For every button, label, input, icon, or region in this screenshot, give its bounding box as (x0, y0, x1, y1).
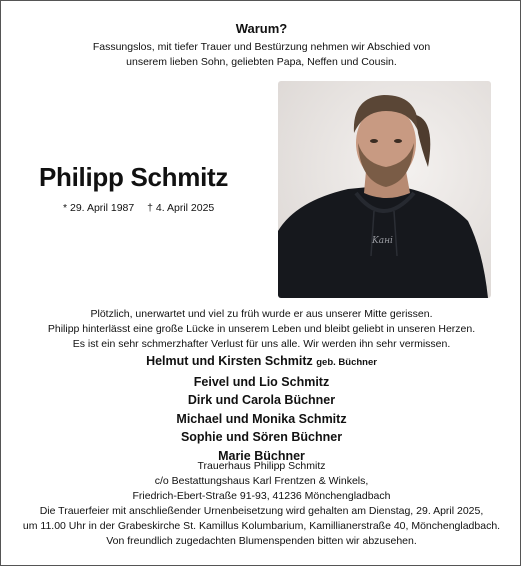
message-line: Philipp hinterlässt eine große Lücke in unserem Leben und bleibt geliebt in unseren Herzen. (47, 323, 476, 335)
family-member: Helmut und Kirsten Schmitz geb. Büchner (146, 354, 377, 368)
funeral-line: Trauerhaus Philipp Schmitz (197, 460, 326, 472)
heading: Warum? (235, 21, 288, 36)
family-member: Marie Büchner (218, 448, 305, 463)
funeral-details (1, 459, 521, 549)
family-member: Michael und Monika Schmitz (176, 411, 347, 426)
portrait-photo (278, 81, 491, 298)
life-dates (63, 202, 224, 214)
message-line: Plötzlich, unerwartet und viel zu früh wurde er aus unserer Mitte gerissen. (90, 308, 433, 320)
family-member: Dirk und Carola Büchner (187, 393, 336, 407)
message-line: Es ist ein sehr schmerzhafter Verlust für uns alle. Wir werden ihn sehr vermissen. (72, 338, 451, 350)
funeral-line: c/o Bestattungshaus Karl Frentzen & Winkels, (154, 475, 369, 487)
deceased-name: Philipp Schmitz (39, 162, 229, 192)
family-member: Feivel und Lio Schmitz (193, 374, 330, 389)
intro-line: Fassungslos, mit tiefer Trauer und Bestürzung nehmen wir Abschied von (92, 41, 431, 53)
message-text (1, 307, 521, 352)
family-list (1, 352, 521, 465)
birth-date: * 29. April 1987 (63, 202, 135, 214)
funeral-line: um 11.00 Uhr in der Grabeskirche St. Kamillus Kolumbarium, Kamillianerstraße 40, Mönchengladbach. (22, 520, 501, 532)
funeral-line: Die Trauerfeier mit anschließender Urnenbeisetzung wird gehalten am Dienstag, 29. April 2025, (39, 505, 484, 517)
intro-line: unserem lieben Sohn, geliebten Papa, Neffen und Cousin. (126, 56, 397, 68)
death-date: † 4. April 2025 (147, 202, 215, 214)
funeral-line: Friedrich-Ebert-Straße 91-93, 41236 Mönchengladbach (132, 490, 391, 502)
family-member: Sophie und Sören Büchner (180, 430, 343, 444)
intro-text (1, 40, 521, 70)
svg-text:Kані: Kані (372, 236, 393, 246)
maiden-name: geb. Büchner (316, 357, 377, 368)
funeral-line: Von freundlich zugedachten Blumenspenden bitten wir abzusehen. (106, 535, 417, 547)
